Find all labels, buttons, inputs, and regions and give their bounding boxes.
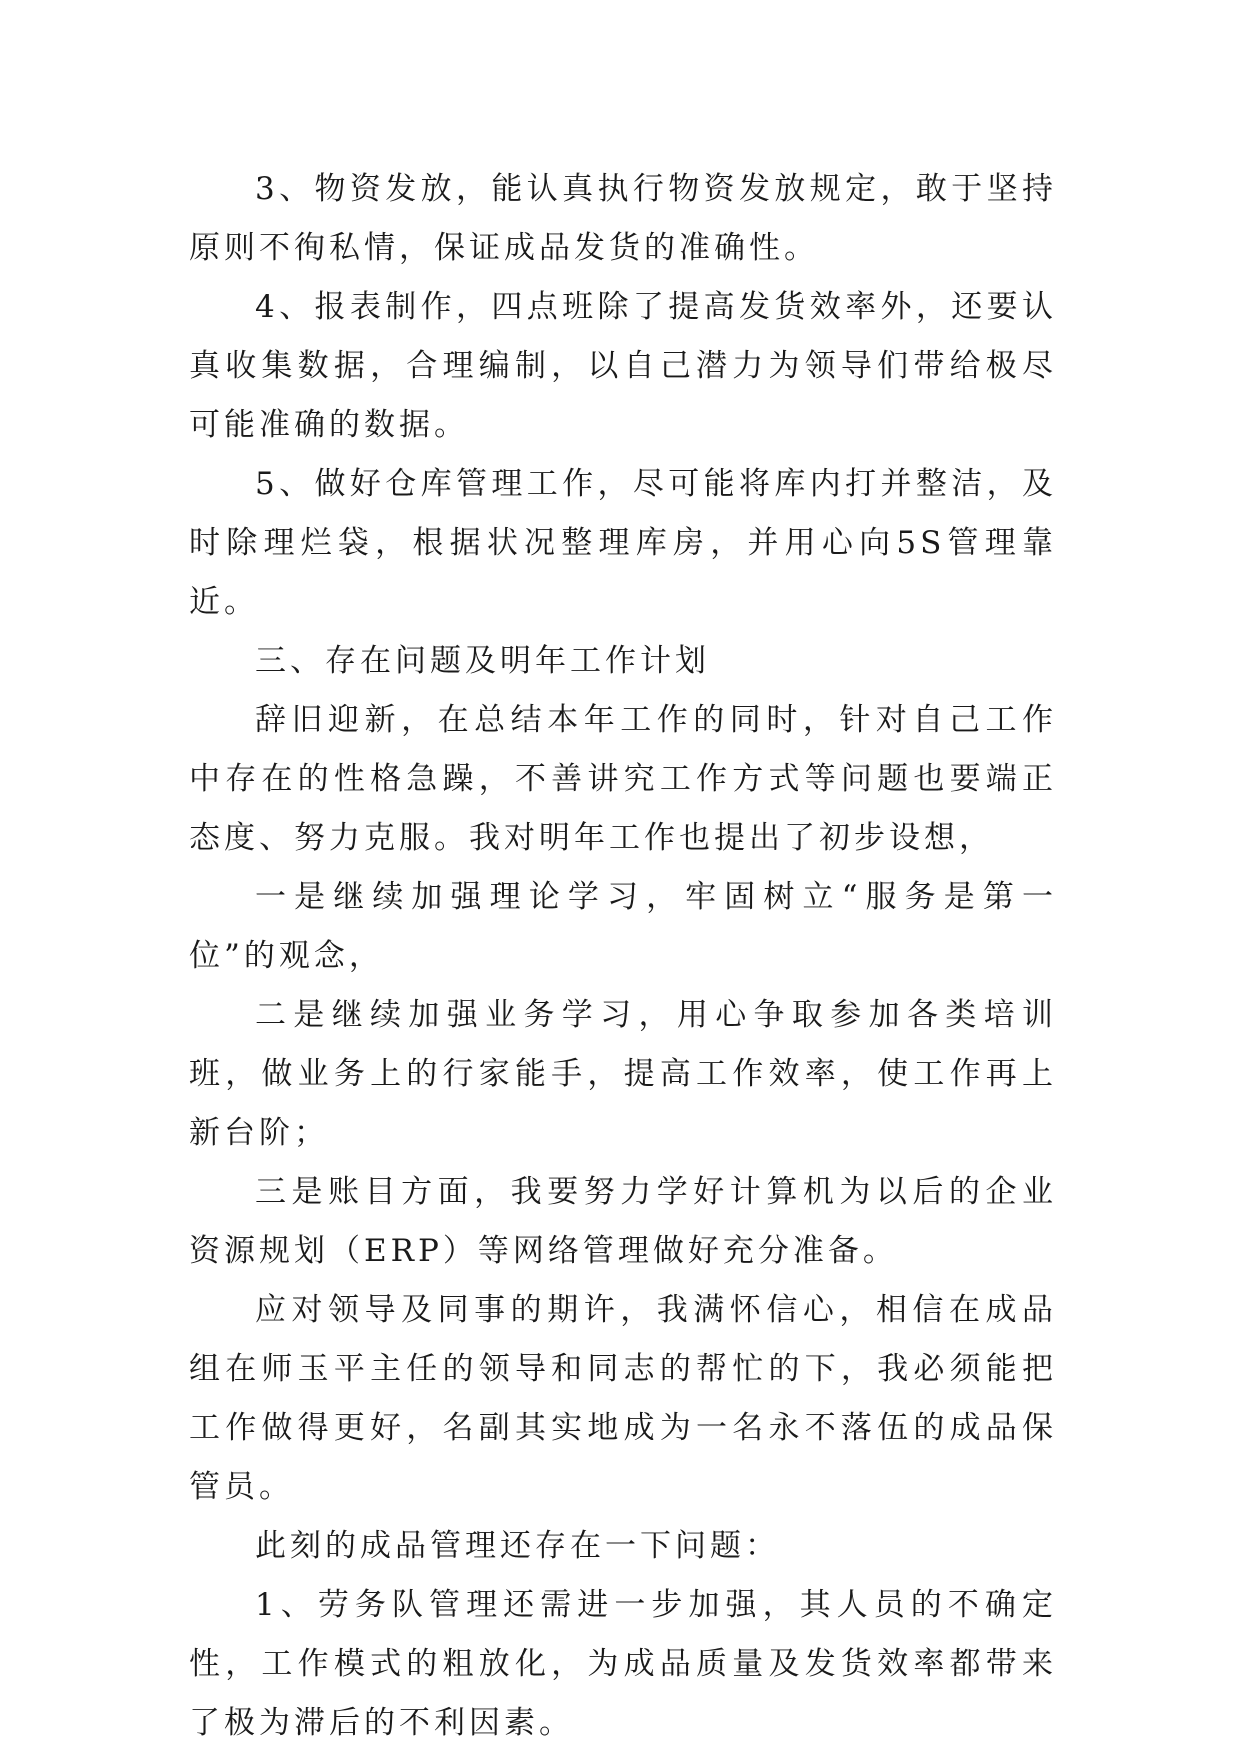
paragraph-item-3-distribution: 3、物资发放，能认真执行物资发放规定，敢于坚持原则不徇私情，保证成品发货的准确性。 xyxy=(189,171,1057,266)
paragraph-confidence: 应对领导及同事的期许，我满怀信心，相信在成品组在师玉平主任的领导和同志的帮忙的下，我必须能把工作做得更好，名副其实地成为一名永不落伍的成品保管员。 xyxy=(189,1292,1057,1505)
paragraph-plan-two: 二是继续加强业务学习，用心争取参加各类培训班，做业务上的行家能手，提高工作效率，使工作再上新台阶； xyxy=(189,997,1057,1151)
paragraph-plan-three: 三是账目方面，我要努力学好计算机为以后的企业资源规划（ERP）等网络管理做好充分准备。 xyxy=(189,1174,1057,1269)
paragraph-item-4-reports: 4、报表制作，四点班除了提高发货效率外，还要认真收集数据，合理编制，以自己潜力为领导们带给极尽可能准确的数据。 xyxy=(189,289,1057,443)
paragraph-current-problems: 此刻的成品管理还存在一下问题： xyxy=(255,1528,780,1564)
paragraph-new-year-intro: 辞旧迎新，在总结本年工作的同时，针对自己工作中存在的性格急躁，不善讲究工作方式等问题也要端正态度、努力克服。我对明年工作也提出了初步设想， xyxy=(189,702,1057,856)
section-heading-problems-plan: 三、存在问题及明年工作计划 xyxy=(255,643,710,679)
paragraph-problem-one: 1、劳务队管理还需进一步加强，其人员的不确定性，工作模式的粗放化，为成品质量及发货效率都带来了极为滞后的不利因素。 xyxy=(189,1587,1057,1741)
paragraph-item-5-warehouse: 5、做好仓库管理工作，尽可能将库内打并整洁，及时除理烂袋，根据状况整理库房，并用心向5S管理靠近。 xyxy=(189,466,1057,620)
paragraph-plan-one: 一是继续加强理论学习，牢固树立“服务是第一位”的观念， xyxy=(189,879,1057,974)
document-body xyxy=(189,160,1057,1753)
